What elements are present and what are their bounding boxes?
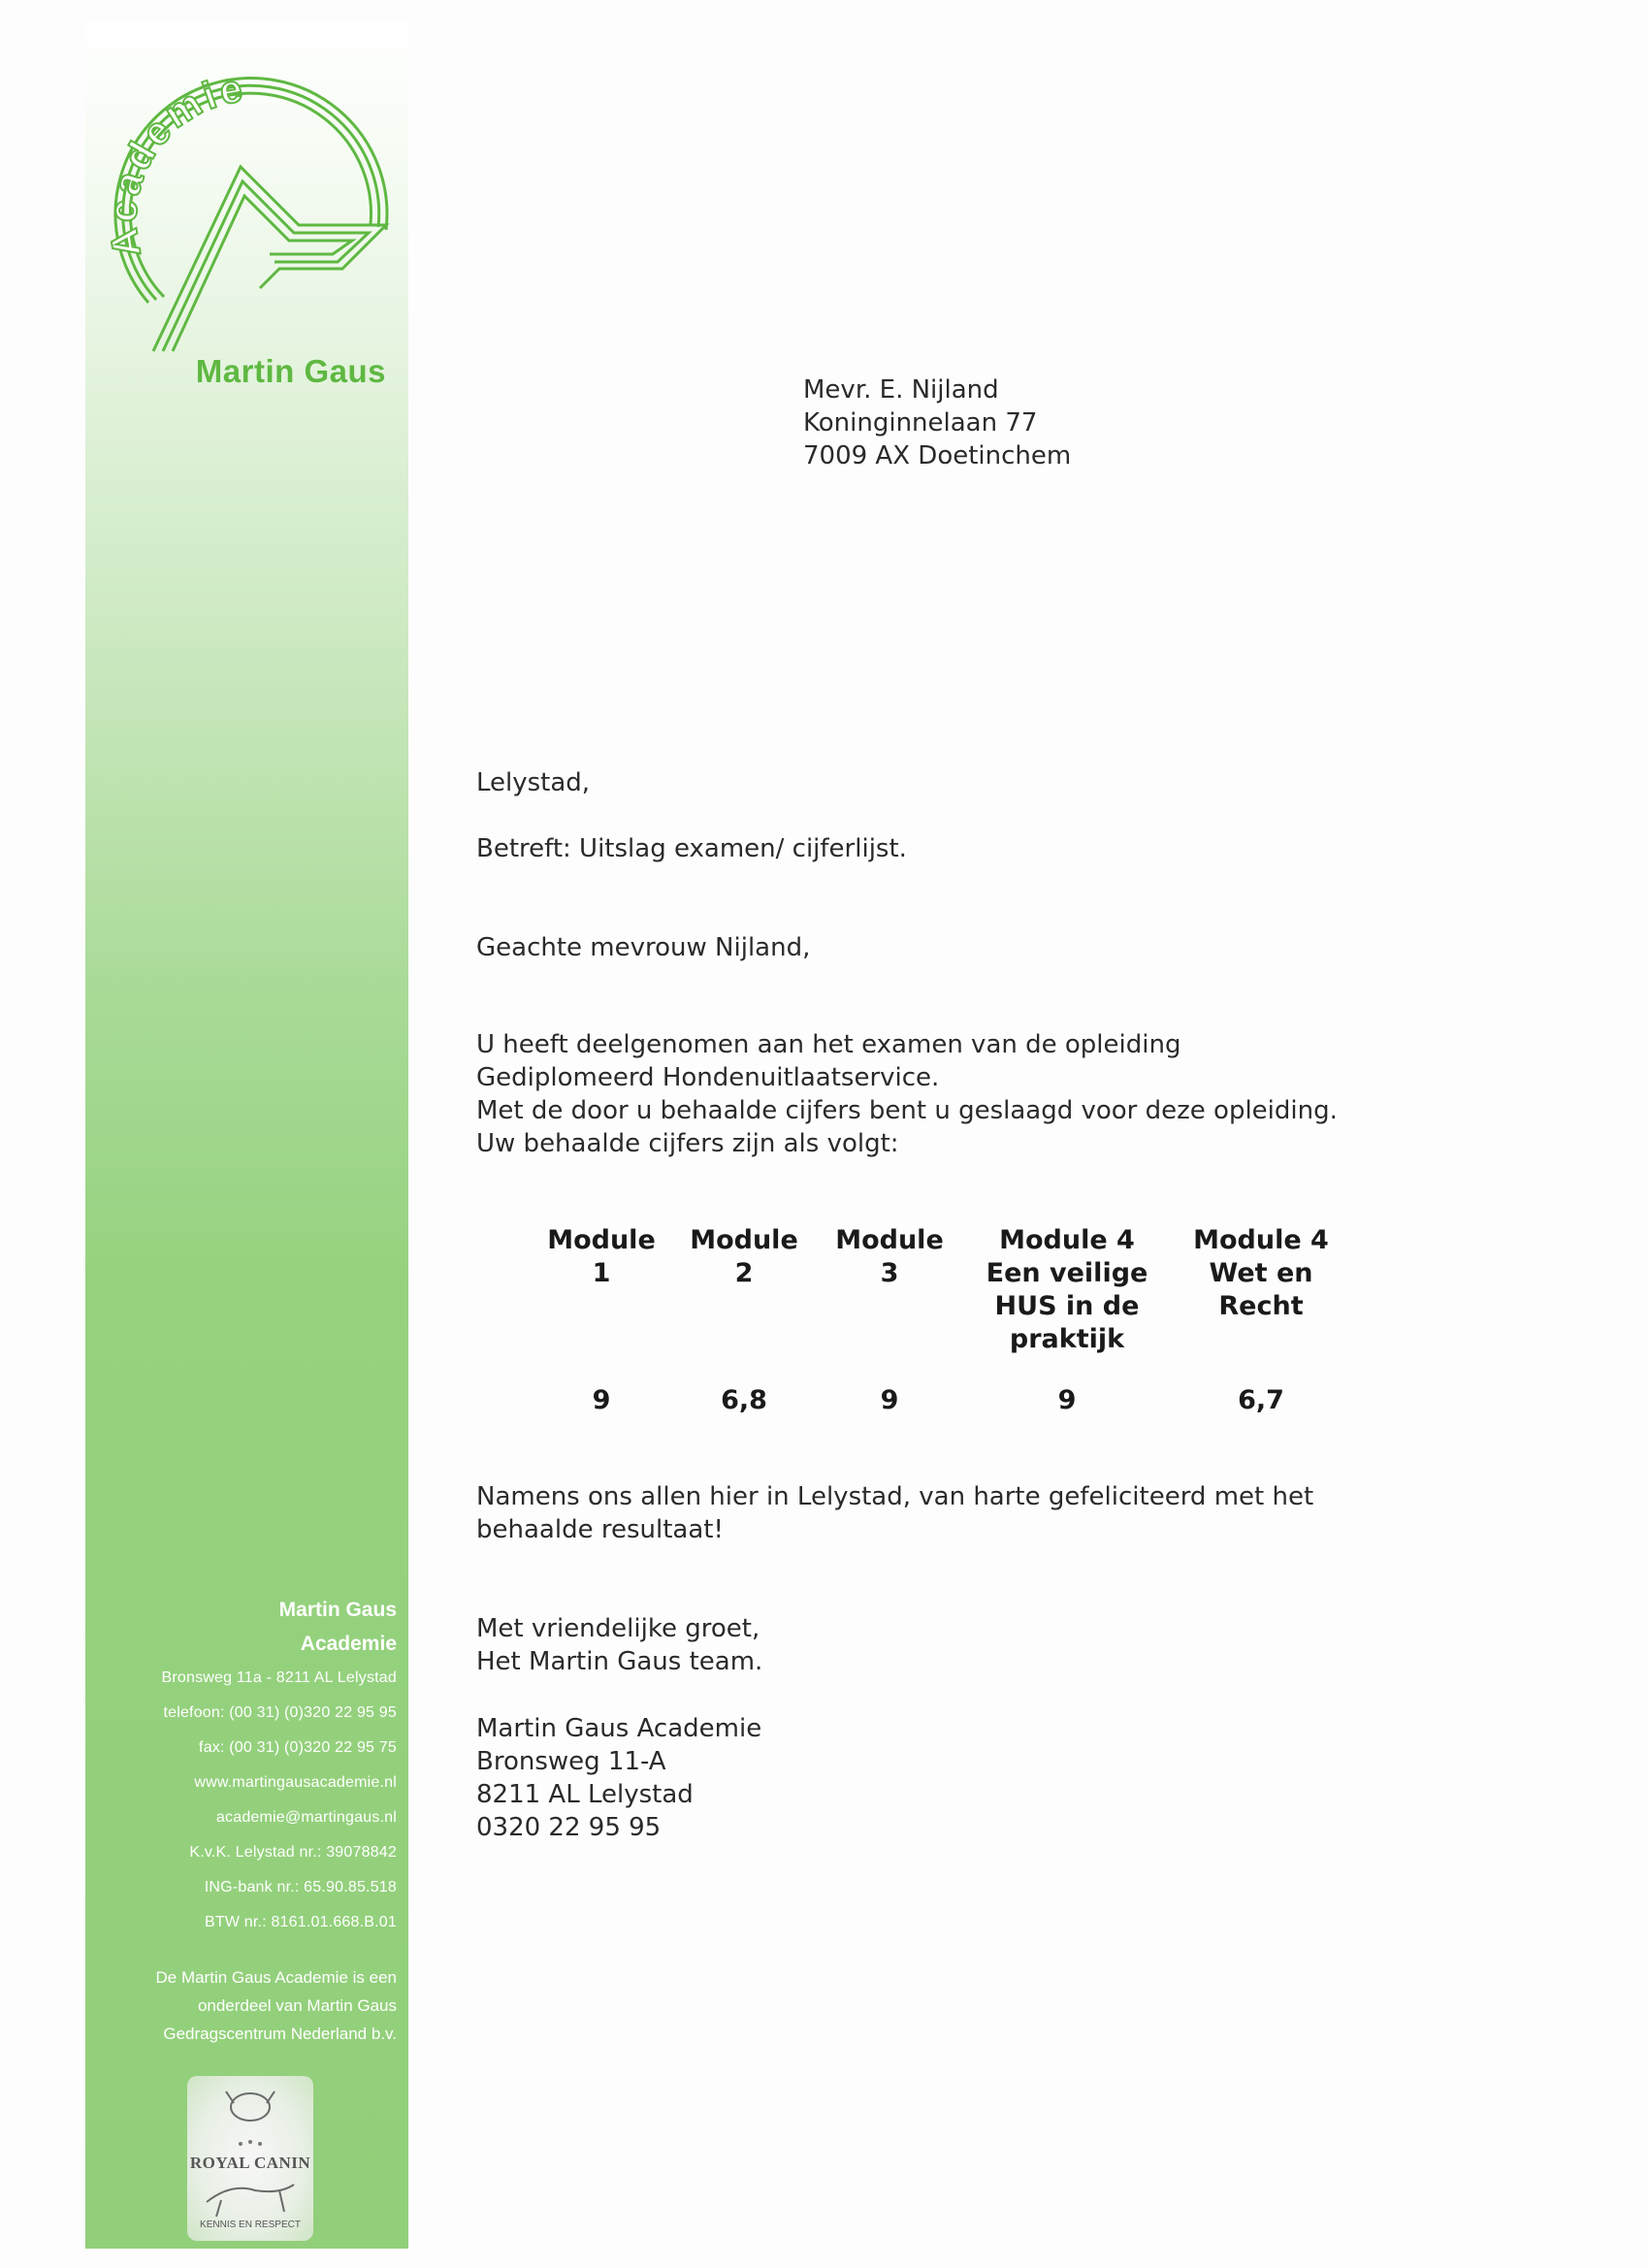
body-line: Met de door u behaalde cijfers bent u geslaagd voor deze opleiding. (476, 1096, 1338, 1125)
academie-logo-emblem-icon (95, 60, 405, 371)
contact-block (86, 1593, 397, 2048)
letter-subject: Betreft: Uitslag examen/ cijferlijst. (476, 834, 907, 863)
contact-address: Bronsweg 11a - 8211 AL Lelystad (161, 1669, 397, 1686)
module-grade: 9 (592, 1385, 611, 1415)
module-heading: Module 4 Wet en Recht (1193, 1225, 1329, 1321)
sender-line: 0320 22 95 95 (476, 1813, 662, 1842)
contact-fax: fax: (00 31) (0)320 22 95 75 (199, 1739, 397, 1756)
letter-place: Lelystad, (476, 768, 591, 797)
contact-note-line2: onderdeel van Martin Gaus (197, 1996, 397, 2015)
letter-congrats (476, 1480, 1313, 1546)
recipient-street: Koninginnelaan 77 (803, 408, 1038, 437)
letter-salutation: Geachte mevrouw Nijland, (476, 933, 811, 962)
grade-column (960, 1224, 1174, 1415)
closing-line: Met vriendelijke groet, (476, 1614, 760, 1643)
module-heading: Module 3 (835, 1225, 944, 1288)
sender-block (476, 1712, 761, 1844)
module-grade: 9 (1057, 1385, 1077, 1415)
contact-kvk: K.v.K. Lelystad nr.: 39078842 (189, 1844, 397, 1861)
sponsor-tagline: KENNIS EN RESPECT (200, 2219, 301, 2230)
contact-note (86, 1963, 397, 2048)
module-heading: Module 1 (547, 1225, 656, 1288)
grades-table (504, 1224, 1358, 1418)
grade-column (1154, 1224, 1368, 1415)
contact-phone: telefoon: (00 31) (0)320 22 95 95 (163, 1704, 397, 1721)
letterhead-sidebar (85, 21, 408, 2249)
module-heading: Module 4 Een veilige HUS in de praktijk (986, 1225, 1148, 1354)
recipient-city: 7009 AX Doetinchem (803, 441, 1072, 470)
letter-body (476, 1028, 1338, 1160)
module-grade: 9 (880, 1385, 899, 1415)
body-line: Gediplomeerd Hondenuitlaatservice. (476, 1063, 940, 1092)
contact-org-line1: Martin Gaus (278, 1599, 397, 1621)
contact-website: www.martingausacademie.nl (194, 1774, 397, 1791)
contact-note-line1: De Martin Gaus Academie is een (155, 1968, 397, 1987)
congrats-line: Namens ons allen hier in Lelystad, van harte gefeliciteerd met het (476, 1482, 1314, 1511)
logo-name: Martin Gaus (195, 353, 386, 389)
contact-btw: BTW nr.: 8161.01.668.B.01 (204, 1914, 397, 1930)
contact-email: academie@martingaus.nl (215, 1809, 397, 1826)
contact-note-line3: Gedragscentrum Nederland b.v. (163, 2025, 397, 2043)
congrats-line: behaalde resultaat! (476, 1515, 724, 1544)
logo-arc-text: Academie (102, 66, 249, 261)
grade-column (802, 1224, 977, 1415)
body-line: Uw behaalde cijfers zijn als volgt: (476, 1129, 899, 1158)
body-line: U heeft deelgenomen aan het examen van de opleiding (476, 1030, 1181, 1059)
recipient-name: Mevr. E. Nijland (803, 375, 999, 405)
letter-closing (476, 1612, 762, 1678)
royal-canin-badge (187, 2076, 313, 2241)
academie-logo (95, 60, 405, 389)
sender-line: 8211 AL Lelystad (476, 1780, 694, 1809)
sender-line: Martin Gaus Academie (476, 1714, 762, 1743)
sender-line: Bronsweg 11-A (476, 1747, 666, 1776)
contact-org-line2: Academie (300, 1633, 397, 1655)
module-grade: 6,7 (1238, 1385, 1284, 1415)
module-grade: 6,8 (721, 1385, 767, 1415)
sponsor-brand: ROYAL CANIN (189, 2154, 311, 2172)
closing-line: Het Martin Gaus team. (476, 1647, 763, 1676)
module-heading: Module 2 (690, 1225, 798, 1288)
recipient-address (803, 373, 1071, 472)
contact-bank: ING-bank nr.: 65.90.85.518 (204, 1879, 397, 1895)
